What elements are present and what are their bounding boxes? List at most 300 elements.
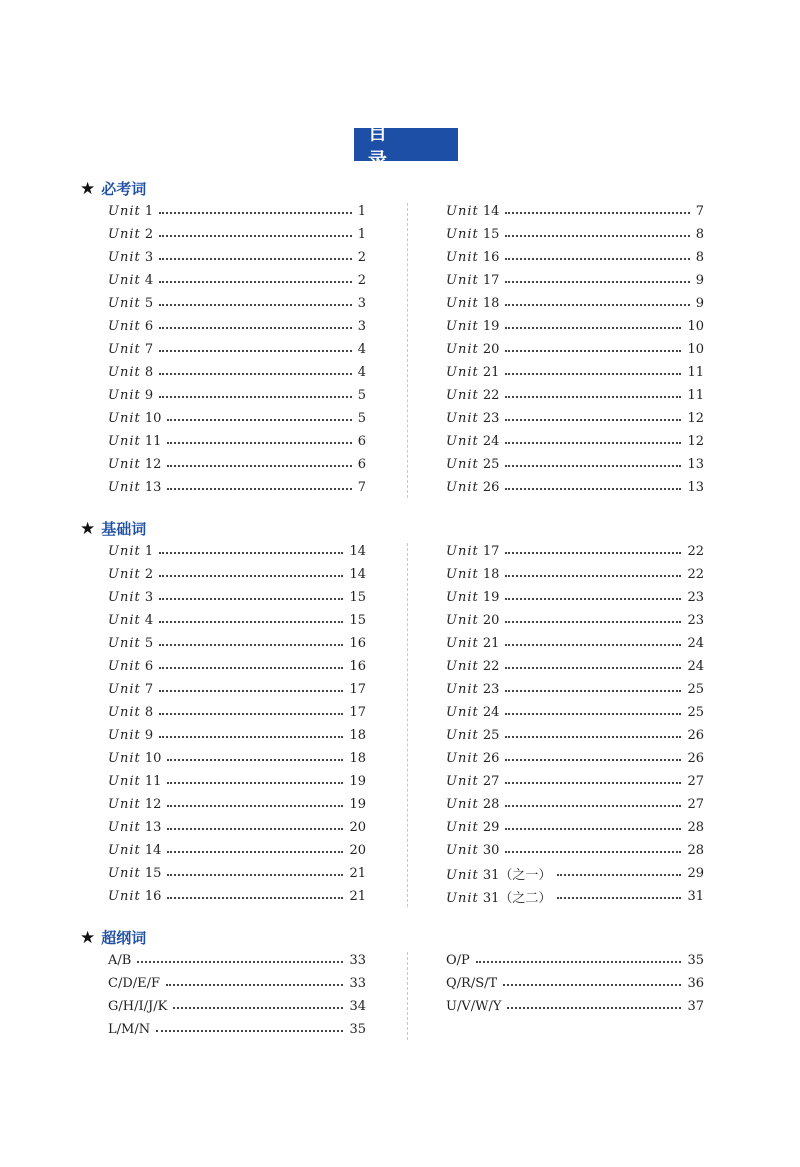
toc-entry-number: 6 — [144, 318, 154, 334]
toc-entry[interactable] — [108, 886, 366, 906]
toc-entry-label — [108, 434, 161, 449]
toc-entry[interactable] — [108, 587, 366, 607]
toc-entry-label — [446, 388, 499, 403]
toc-entry-label — [446, 296, 499, 311]
toc-entry[interactable] — [108, 564, 366, 584]
toc-leader-dots — [505, 465, 681, 467]
toc-leader-dots — [505, 851, 681, 853]
toc-entry-unit: Unit — [446, 867, 479, 883]
toc-entry-unit: Unit — [446, 364, 479, 380]
toc-entry-unit: Unit — [108, 750, 141, 766]
toc-entry-label — [446, 976, 497, 991]
toc-entry[interactable] — [108, 610, 366, 630]
toc-entry-unit: Unit — [108, 796, 141, 812]
toc-entry-page: 11 — [687, 387, 704, 403]
toc-leader-dots — [505, 667, 681, 669]
toc-entry-page: 14 — [349, 566, 366, 582]
toc-leader-dots — [159, 713, 343, 715]
toc-entry-unit: Unit — [446, 890, 479, 906]
toc-entry-unit: Unit — [108, 543, 141, 559]
toc-entry-unit: Unit — [108, 479, 141, 495]
toc-entry-number: O/P — [446, 952, 470, 968]
toc-leader-dots — [505, 212, 689, 214]
toc-entry-unit: Unit — [446, 295, 479, 311]
toc-entry-label — [446, 864, 551, 883]
toc-entry-number: 1 — [144, 543, 154, 559]
toc-entry-unit: Unit — [446, 681, 479, 697]
toc-entry[interactable] — [108, 725, 366, 745]
toc-leader-dots — [505, 575, 681, 577]
toc-entry-label — [446, 682, 499, 697]
toc-entry[interactable] — [108, 454, 366, 474]
toc-entry-unit: Unit — [108, 635, 141, 651]
toc-entry[interactable] — [108, 316, 366, 336]
toc-entry-number: A/B — [108, 952, 132, 968]
toc-entry-page: 28 — [687, 819, 704, 835]
toc-entry[interactable] — [446, 679, 704, 699]
toc-entry[interactable] — [108, 679, 366, 699]
toc-entry[interactable] — [446, 817, 704, 837]
toc-entry-unit: Unit — [108, 272, 141, 288]
toc-entry-page: 2 — [357, 249, 366, 265]
toc-entry-page: 37 — [687, 998, 704, 1014]
toc-entry[interactable] — [446, 293, 704, 313]
toc-entry-label — [108, 682, 153, 697]
toc-entry-page: 9 — [695, 272, 704, 288]
toc-entry-number: 19 — [482, 318, 500, 334]
toc-entry-number: L/M/N — [108, 1021, 151, 1037]
toc-entry-label — [108, 976, 160, 991]
toc-entry-number: 23 — [482, 410, 500, 426]
toc-entry-unit: Unit — [446, 566, 479, 582]
toc-entry-page: 29 — [687, 865, 704, 881]
toc-entry-label — [108, 999, 167, 1014]
toc-entry-page: 20 — [349, 842, 366, 858]
toc-entry-unit: Unit — [108, 249, 141, 265]
column-divider — [407, 543, 408, 907]
toc-entry-unit: Unit — [108, 203, 141, 219]
toc-leader-dots — [505, 419, 681, 421]
toc-entry[interactable] — [446, 973, 704, 993]
toc-entry-number: 17 — [482, 272, 500, 288]
toc-entry-page: 23 — [687, 612, 704, 628]
toc-entry-unit: Unit — [446, 750, 479, 766]
toc-leader-dots — [167, 488, 351, 490]
toc-entry-unit: Unit — [108, 589, 141, 605]
toc-entry-unit: Unit — [108, 364, 141, 380]
toc-leader-dots — [159, 598, 343, 600]
toc-entry-page: 15 — [349, 589, 366, 605]
toc-entry-unit: Unit — [446, 773, 479, 789]
toc-entry-number: 4 — [144, 272, 154, 288]
toc-leader-dots — [505, 442, 681, 444]
toc-leader-dots — [159, 736, 343, 738]
toc-leader-dots — [557, 897, 681, 899]
toc-entry[interactable] — [108, 817, 366, 837]
toc-leader-dots — [167, 851, 343, 853]
toc-entry-label — [446, 636, 499, 651]
toc-entry-page: 13 — [687, 456, 704, 472]
toc-entry-page: 21 — [349, 865, 366, 881]
toc-entry-label — [108, 388, 153, 403]
toc-leader-dots — [159, 258, 352, 260]
toc-entry[interactable] — [108, 201, 366, 221]
toc-entry[interactable] — [108, 362, 366, 382]
toc-entry[interactable] — [446, 408, 704, 428]
toc-entry-page: 6 — [357, 456, 366, 472]
toc-entry-label — [446, 590, 499, 605]
toc-leader-dots — [505, 759, 681, 761]
toc-entry[interactable] — [108, 1019, 366, 1039]
toc-entry-number: 31（之二） — [482, 890, 552, 906]
toc-entry-page: 10 — [687, 318, 704, 334]
section-heading-label: 超纲词 — [101, 929, 147, 947]
toc-entry[interactable] — [446, 656, 704, 676]
toc-entry-unit: Unit — [446, 456, 479, 472]
toc-entry-unit: Unit — [108, 888, 141, 904]
toc-entry-unit: Unit — [108, 456, 141, 472]
toc-entry[interactable] — [108, 633, 366, 653]
toc-entry-label — [108, 774, 161, 789]
toc-entry-label — [108, 953, 131, 968]
toc-entry-number: 19 — [482, 589, 500, 605]
toc-entry-label — [446, 204, 499, 219]
toc-entry-number: 11 — [144, 433, 162, 449]
toc-entry[interactable] — [446, 996, 704, 1016]
toc-entry-unit: Unit — [446, 704, 479, 720]
toc-entry-number: 7 — [144, 341, 154, 357]
toc-entry[interactable] — [108, 973, 366, 993]
toc-entry[interactable] — [108, 477, 366, 497]
toc-entry-label — [108, 227, 153, 242]
toc-entry-label — [108, 659, 153, 674]
toc-leader-dots — [476, 961, 682, 963]
toc-leader-dots — [159, 373, 352, 375]
toc-entry-number: 1 — [144, 203, 154, 219]
toc-entry-label — [108, 342, 153, 357]
toc-leader-dots — [505, 258, 689, 260]
toc-entry-page: 34 — [349, 998, 366, 1014]
toc-leader-dots — [505, 644, 681, 646]
toc-entry[interactable] — [108, 748, 366, 768]
toc-entry-number: 10 — [144, 750, 162, 766]
toc-entry-number: 13 — [144, 819, 162, 835]
toc-entry-page: 18 — [349, 750, 366, 766]
toc-entry-unit: Unit — [108, 773, 141, 789]
toc-entry-label — [446, 843, 499, 858]
toc-entry-number: 7 — [144, 681, 154, 697]
toc-entry-number: 26 — [482, 479, 500, 495]
toc-entry-page: 14 — [349, 543, 366, 559]
toc-entry[interactable] — [108, 270, 366, 290]
toc-entry-number: 22 — [482, 387, 500, 403]
toc-entry[interactable] — [446, 431, 704, 451]
toc-leader-dots — [167, 805, 343, 807]
toc-entry-unit: Unit — [108, 612, 141, 628]
toc-entry-number: 18 — [482, 566, 500, 582]
toc-entry-page: 28 — [687, 842, 704, 858]
toc-entry[interactable] — [446, 454, 704, 474]
toc-entry[interactable] — [446, 771, 704, 791]
toc-entry[interactable] — [108, 702, 366, 722]
toc-leader-dots — [159, 644, 343, 646]
toc-entry[interactable] — [446, 247, 704, 267]
toc-entry-page: 4 — [357, 341, 366, 357]
toc-entry-number: 22 — [482, 658, 500, 674]
toc-entry-unit: Unit — [446, 819, 479, 835]
toc-leader-dots — [505, 373, 681, 375]
toc-leader-dots — [137, 961, 343, 963]
toc-entry-unit: Unit — [446, 410, 479, 426]
toc-entry-label — [446, 887, 551, 906]
toc-entry-number: 9 — [144, 727, 154, 743]
toc-entry-number: 29 — [482, 819, 500, 835]
toc-leader-dots — [159, 212, 352, 214]
toc-entry-label — [446, 365, 499, 380]
toc-entry-label — [446, 319, 499, 334]
toc-entry-unit: Unit — [108, 341, 141, 357]
toc-entry-unit: Unit — [108, 433, 141, 449]
toc-entry-label — [108, 273, 153, 288]
toc-leader-dots — [167, 759, 343, 761]
toc-entry[interactable] — [108, 794, 366, 814]
toc-entry-unit: Unit — [108, 658, 141, 674]
toc-entry-page: 22 — [687, 566, 704, 582]
toc-entry-label — [108, 457, 161, 472]
toc-entry-number: 9 — [144, 387, 154, 403]
toc-entry-unit: Unit — [446, 727, 479, 743]
toc-entry[interactable] — [108, 863, 366, 883]
toc-leader-dots — [159, 690, 343, 692]
toc-entry-unit: Unit — [446, 203, 479, 219]
toc-entry[interactable] — [446, 477, 704, 497]
toc-entry-page: 31 — [687, 888, 704, 904]
toc-entry-unit: Unit — [446, 612, 479, 628]
toc-entry-unit: Unit — [108, 387, 141, 403]
toc-leader-dots — [173, 1007, 343, 1009]
toc-entry-page: 35 — [687, 952, 704, 968]
toc-entry[interactable] — [108, 385, 366, 405]
section-heading — [80, 518, 146, 539]
toc-leader-dots — [505, 805, 681, 807]
toc-entry-number: 21 — [482, 635, 500, 651]
toc-entry-label — [108, 319, 153, 334]
toc-entry[interactable] — [446, 633, 704, 653]
toc-leader-dots — [505, 828, 681, 830]
toc-entry-page: 27 — [687, 773, 704, 789]
toc-entry[interactable] — [446, 587, 704, 607]
toc-entry-label — [108, 480, 161, 495]
toc-entry[interactable] — [446, 794, 704, 814]
toc-leader-dots — [159, 327, 352, 329]
toc-entry-page: 19 — [349, 796, 366, 812]
toc-entry[interactable] — [446, 201, 704, 221]
toc-entry-unit: Unit — [108, 727, 141, 743]
toc-leader-dots — [167, 442, 351, 444]
toc-entry-page: 27 — [687, 796, 704, 812]
toc-entry-number: 2 — [144, 566, 154, 582]
toc-entry-unit: Unit — [446, 249, 479, 265]
toc-entry[interactable] — [108, 247, 366, 267]
toc-entry-page: 12 — [687, 410, 704, 426]
toc-entry-number: 30 — [482, 842, 500, 858]
toc-entry-page: 1 — [357, 226, 366, 242]
toc-entry[interactable] — [446, 610, 704, 630]
toc-entry-page: 3 — [357, 318, 366, 334]
toc-entry-unit: Unit — [108, 842, 141, 858]
toc-leader-dots — [159, 235, 352, 237]
toc-entry-number: 21 — [482, 364, 500, 380]
toc-entry[interactable] — [108, 224, 366, 244]
toc-leader-dots — [159, 396, 352, 398]
toc-entry[interactable] — [446, 564, 704, 584]
toc-entry-number: 25 — [482, 727, 500, 743]
toc-leader-dots — [505, 350, 681, 352]
toc-leader-dots — [159, 621, 343, 623]
toc-entry-label — [108, 728, 153, 743]
toc-entry[interactable] — [446, 950, 704, 970]
toc-entry[interactable] — [446, 748, 704, 768]
section-heading — [80, 927, 146, 948]
toc-entry-page: 10 — [687, 341, 704, 357]
toc-entry[interactable] — [446, 702, 704, 722]
toc-entry-number: 26 — [482, 750, 500, 766]
toc-leader-dots — [557, 874, 681, 876]
toc-entry-unit: Unit — [108, 410, 141, 426]
toc-entry[interactable] — [446, 224, 704, 244]
toc-entry-number: 11 — [144, 773, 162, 789]
toc-entry-page: 8 — [695, 249, 704, 265]
toc-entry-label — [108, 636, 153, 651]
toc-entry-page: 33 — [349, 975, 366, 991]
toc-entry-page: 26 — [687, 727, 704, 743]
toc-entry-label — [108, 751, 161, 766]
toc-entry-unit: Unit — [446, 796, 479, 812]
toc-entry-unit: Unit — [446, 658, 479, 674]
toc-entry-number: 6 — [144, 658, 154, 674]
toc-entry-label — [446, 544, 499, 559]
toc-entry-label — [108, 544, 153, 559]
toc-entry-label — [108, 797, 161, 812]
toc-entry-page: 13 — [687, 479, 704, 495]
toc-entry-number: 5 — [144, 635, 154, 651]
toc-entry-number: 15 — [144, 865, 162, 881]
toc-entry[interactable] — [446, 541, 704, 561]
toc-entry-label — [446, 820, 499, 835]
toc-entry-number: U/V/W/Y — [446, 998, 502, 1014]
toc-leader-dots — [159, 304, 352, 306]
toc-entry[interactable] — [108, 656, 366, 676]
toc-entry-label — [446, 342, 499, 357]
toc-entry-label — [108, 296, 153, 311]
toc-entry-number: 12 — [144, 796, 162, 812]
toc-leader-dots — [505, 552, 681, 554]
toc-entry-unit: Unit — [108, 566, 141, 582]
toc-entry-label — [446, 659, 499, 674]
toc-entry-unit: Unit — [108, 226, 141, 242]
toc-entry[interactable] — [446, 725, 704, 745]
toc-entry[interactable] — [108, 996, 366, 1016]
toc-entry-page: 23 — [687, 589, 704, 605]
column-divider — [407, 203, 408, 498]
toc-entry-number: 24 — [482, 704, 500, 720]
toc-entry[interactable] — [108, 840, 366, 860]
toc-entry-page: 16 — [349, 635, 366, 651]
toc-entry[interactable] — [446, 840, 704, 860]
toc-entry-page: 8 — [695, 226, 704, 242]
toc-entry[interactable] — [446, 270, 704, 290]
toc-entry-page: 35 — [349, 1021, 366, 1037]
toc-entry-number: 20 — [482, 612, 500, 628]
toc-entry[interactable] — [108, 541, 366, 561]
toc-entry-number: 17 — [482, 543, 500, 559]
star-icon: ★ — [80, 518, 96, 539]
toc-entry-number: C/D/E/F — [108, 975, 161, 991]
toc-entry-number: 27 — [482, 773, 500, 789]
toc-entry-page: 6 — [357, 433, 366, 449]
toc-entry[interactable] — [108, 771, 366, 791]
toc-entry-label — [108, 820, 161, 835]
toc-entry-page: 4 — [357, 364, 366, 380]
toc-entry[interactable] — [446, 339, 704, 359]
toc-leader-dots — [167, 828, 343, 830]
toc-leader-dots — [505, 235, 689, 237]
toc-entry-number: 4 — [144, 612, 154, 628]
toc-leader-dots — [505, 736, 681, 738]
toc-entry[interactable] — [108, 950, 366, 970]
toc-entry-label — [446, 953, 470, 968]
toc-entry-number: 10 — [144, 410, 162, 426]
toc-entry-page: 26 — [687, 750, 704, 766]
toc-entry-number: 18 — [482, 295, 500, 311]
toc-leader-dots — [505, 281, 689, 283]
toc-entry-unit: Unit — [446, 479, 479, 495]
toc-entry-label — [108, 843, 161, 858]
toc-entry[interactable] — [108, 293, 366, 313]
toc-entry[interactable] — [446, 385, 704, 405]
toc-entry-number: 20 — [482, 341, 500, 357]
toc-entry-unit: Unit — [446, 387, 479, 403]
toc-entry-label — [446, 567, 499, 582]
toc-entry-number: 28 — [482, 796, 500, 812]
toc-entry-number: 3 — [144, 589, 154, 605]
toc-entry-label — [446, 480, 499, 495]
toc-leader-dots — [167, 419, 351, 421]
toc-entry[interactable] — [446, 316, 704, 336]
toc-leader-dots — [167, 897, 343, 899]
toc-entry[interactable] — [446, 886, 704, 906]
toc-entry-number: 8 — [144, 364, 154, 380]
toc-entry-page: 9 — [695, 295, 704, 311]
toc-entry[interactable] — [108, 339, 366, 359]
toc-entry-page: 7 — [357, 479, 366, 495]
toc-entry-number: 16 — [144, 888, 162, 904]
toc-entry-unit: Unit — [446, 272, 479, 288]
toc-entry-page: 15 — [349, 612, 366, 628]
toc-leader-dots — [505, 327, 681, 329]
toc-leader-dots — [159, 575, 343, 577]
toc-entry[interactable] — [446, 863, 704, 883]
toc-entry[interactable] — [108, 431, 366, 451]
toc-entry-label — [446, 434, 499, 449]
toc-entry-number: G/H/I/J/K — [108, 998, 168, 1014]
toc-entry-page: 17 — [349, 704, 366, 720]
toc-entry[interactable] — [108, 408, 366, 428]
toc-entry-label — [108, 250, 153, 265]
toc-entry-number: 14 — [482, 203, 500, 219]
toc-entry[interactable] — [446, 362, 704, 382]
star-icon: ★ — [80, 178, 96, 199]
